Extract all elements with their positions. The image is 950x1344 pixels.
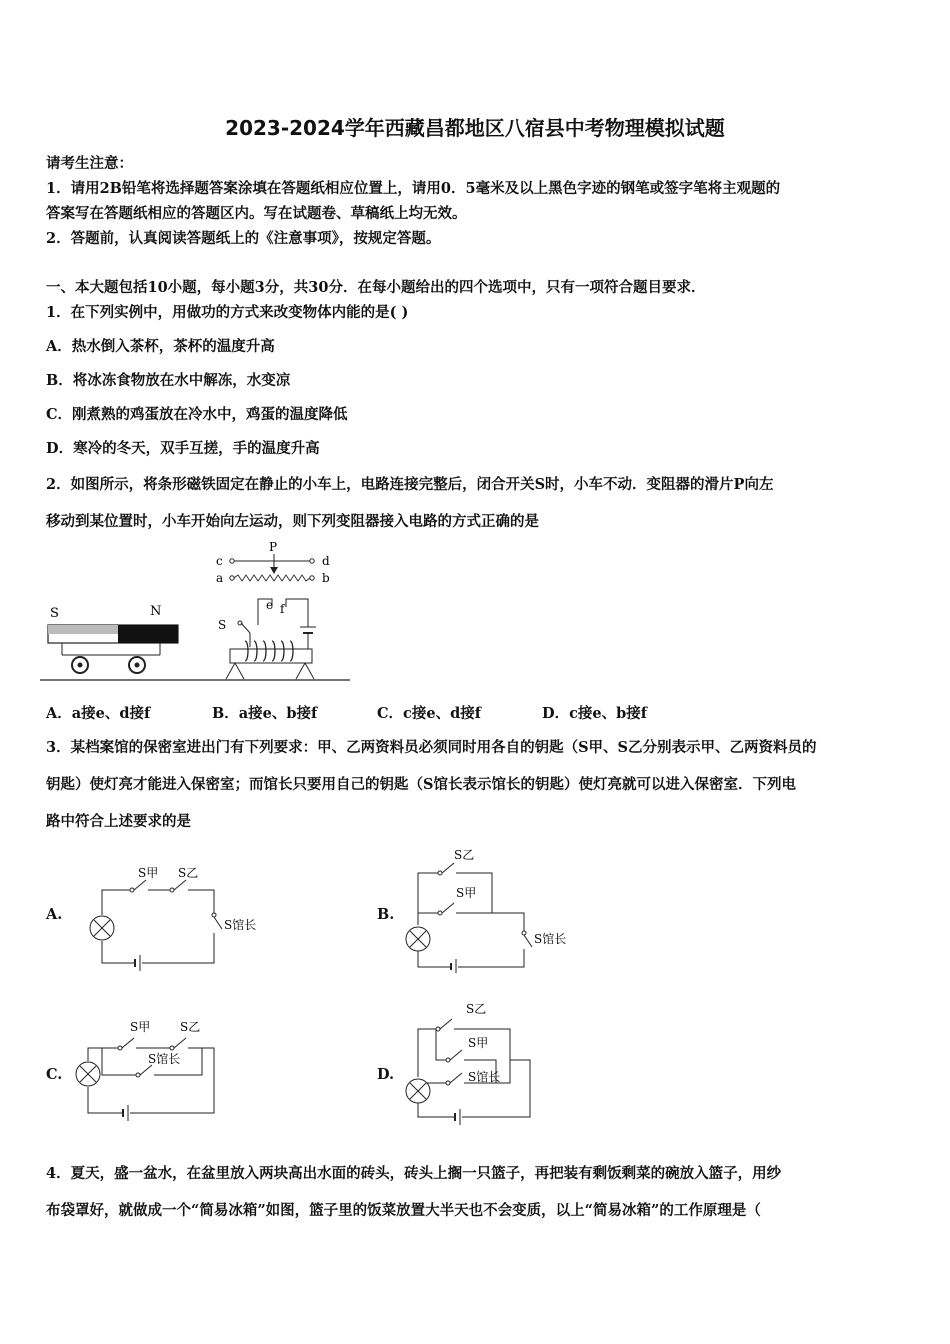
electromagnet-circuit bbox=[218, 598, 316, 679]
notice-line-1: 1．请用2B铅笔将选择题答案涂填在答题纸相应位置上，请用0．5毫米及以上黑色字迹的钢笔或签字笔将主观题的 bbox=[46, 180, 781, 197]
terminal-b-label: b bbox=[322, 571, 330, 585]
section-heading: 一、本大题包括10小题，每小题3分，共30分．在每小题给出的四个选项中，只有一项符合题目要求． bbox=[46, 279, 706, 296]
question-1-option-c: C．刚煮熟的鸡蛋放在冷水中，鸡蛋的温度降低 bbox=[46, 406, 348, 423]
label-s-guan: S馆长 bbox=[224, 918, 257, 932]
question-2-figure bbox=[40, 537, 360, 687]
question-2-stem-line-2: 移动到某位置时，小车开始向左运动，则下列变阻器接入电路的方式正确的是 bbox=[46, 513, 539, 530]
question-4-stem-line-1: 4．夏天，盛一盆水，在盆里放入两块高出水面的砖头，砖头上搁一只篮子，再把装有剩饭剩菜的碗放入篮子，用纱 bbox=[46, 1165, 782, 1182]
q3-circuit-c bbox=[72, 1013, 262, 1123]
label-s-yi: S乙 bbox=[454, 848, 475, 862]
q3-option-d-letter: D. bbox=[377, 1066, 395, 1083]
terminal-e-label: e bbox=[266, 598, 274, 612]
question-2-option-a: A．a接e、d接f bbox=[46, 705, 151, 722]
label-s-guan: S馆长 bbox=[148, 1052, 181, 1066]
question-1-option-d: D．寒冷的冬天，双手互搓，手的温度升高 bbox=[46, 440, 320, 457]
label-s-yi: S乙 bbox=[180, 1020, 201, 1034]
question-3-stem-line-1: 3．某档案馆的保密室进出门有下列要求：甲、乙两资料员必须同时用各自的钥匙（S甲、S乙分别表示甲、乙两资料员的 bbox=[46, 739, 817, 756]
notice-line-2: 答案写在答题纸相应的答题区内。写在试题卷、草稿纸上均无效。 bbox=[46, 205, 467, 222]
question-2-option-d: D．c接e、b接f bbox=[542, 705, 648, 722]
question-1-option-a: A．热水倒入茶杯，茶杯的温度升高 bbox=[46, 338, 275, 355]
q3-option-a-letter: A. bbox=[46, 906, 63, 923]
magnet-south-label: S bbox=[50, 606, 59, 621]
magnet-north-label: N bbox=[150, 604, 162, 619]
q3-option-b-letter: B. bbox=[377, 906, 395, 923]
bar-magnet bbox=[48, 625, 178, 643]
notice-heading: 请考生注意： bbox=[46, 155, 133, 172]
label-s-jia: S甲 bbox=[138, 866, 159, 880]
label-s-yi: S乙 bbox=[466, 1002, 487, 1016]
label-s-yi: S乙 bbox=[178, 866, 199, 880]
question-3-stem-line-3: 路中符合上述要求的是 bbox=[46, 813, 191, 830]
question-2-stem-line-1: 2．如图所示，将条形磁铁固定在静止的小车上，电路连接完整后，闭合开关S时，小车不动．变阻器的滑片P向左 bbox=[46, 476, 774, 493]
question-1-option-b: B．将冰冻食物放在水中解冻，水变凉 bbox=[46, 372, 291, 389]
terminal-f-label: f bbox=[280, 602, 285, 616]
label-s-jia: S甲 bbox=[456, 886, 477, 900]
cart bbox=[62, 643, 160, 673]
rheostat bbox=[216, 540, 330, 585]
page-title: 2023-2024学年西藏昌都地区八宿县中考物理模拟试题 bbox=[225, 116, 725, 140]
terminal-d-label: d bbox=[322, 554, 330, 568]
question-2-option-c: C．c接e、d接f bbox=[377, 705, 481, 722]
q3-circuit-d bbox=[402, 995, 592, 1125]
slider-p-label: P bbox=[269, 540, 278, 554]
q3-option-c-letter: C. bbox=[46, 1066, 63, 1083]
switch-s-label: S bbox=[218, 618, 227, 632]
label-s-guan: S馆长 bbox=[534, 932, 567, 946]
label-s-jia: S甲 bbox=[468, 1036, 489, 1050]
question-2-option-b: B．a接e、b接f bbox=[212, 705, 318, 722]
terminal-c-label: c bbox=[216, 554, 223, 568]
label-s-guan: S馆长 bbox=[468, 1070, 501, 1084]
question-1-stem: 1．在下列实例中，用做功的方式来改变物体内能的是( ) bbox=[46, 304, 409, 321]
question-3-stem-line-2: 钥匙）使灯亮才能进入保密室；而馆长只要用自己的钥匙（S馆长表示馆长的钥匙）使灯亮就可以进入保密室．下列电 bbox=[46, 776, 796, 793]
notice-line-3: 2．答题前，认真阅读答题纸上的《注意事项》，按规定答题。 bbox=[46, 230, 441, 247]
terminal-a-label: a bbox=[216, 571, 224, 585]
label-s-jia: S甲 bbox=[130, 1020, 151, 1034]
q3-circuit-a bbox=[82, 855, 262, 975]
q3-circuit-b bbox=[400, 843, 590, 973]
question-4-stem-line-2: 布袋罩好，就做成一个“简易冰箱”如图，篮子里的饭菜放置大半天也不会变质，以上“简易冰箱”的工作原理是（ bbox=[46, 1202, 761, 1219]
